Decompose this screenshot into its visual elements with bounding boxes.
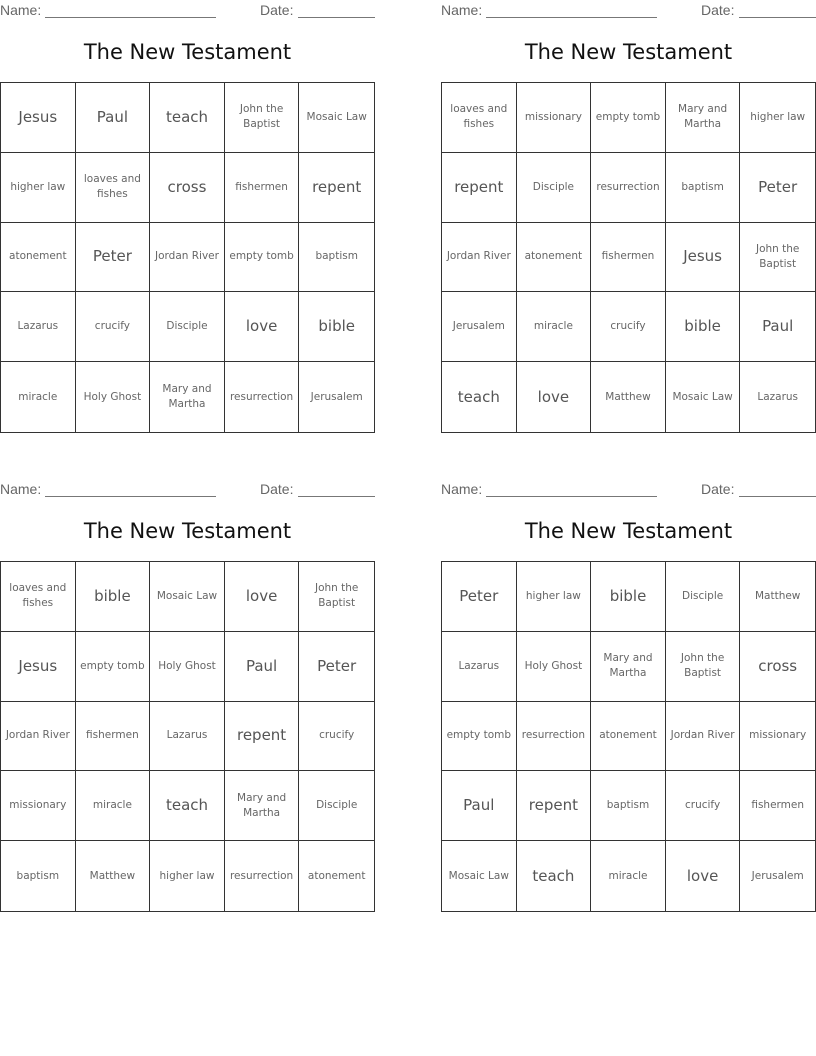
- bingo-cell: higher law: [740, 83, 815, 153]
- bingo-cell: Mary and Martha: [150, 362, 225, 432]
- bingo-cell: atonement: [307, 869, 366, 882]
- bingo-cell: miracle: [591, 841, 666, 911]
- bingo-cell: resurrection: [225, 841, 300, 911]
- bingo-cell: empty tomb: [76, 632, 151, 702]
- bingo-cell: teach: [150, 83, 225, 153]
- bingo-cell: Peter: [740, 153, 815, 223]
- bingo-cell: Jesus: [1, 632, 76, 702]
- bingo-cell: Mosaic Law: [299, 83, 374, 153]
- bingo-cell: resurrection: [517, 702, 592, 772]
- bingo-cell: Jerusalem: [751, 869, 804, 882]
- bingo-cell: Peter: [442, 562, 517, 632]
- bingo-cell: Disciple: [150, 292, 225, 362]
- bingo-cell: miracle: [517, 292, 592, 362]
- bingo-cell: crucify: [76, 292, 151, 362]
- bingo-cell: fishermen: [76, 702, 151, 772]
- bingo-cell: bible: [76, 562, 151, 632]
- bingo-cell: missionary: [517, 83, 592, 153]
- bingo-cell: Paul: [442, 771, 517, 841]
- bingo-cell: bible: [591, 562, 666, 632]
- bingo-cell: John the Baptist: [740, 223, 815, 293]
- bingo-cell: Paul: [76, 83, 151, 153]
- bingo-cell: crucify: [299, 702, 374, 772]
- bingo-cell: Mary and Martha: [591, 632, 666, 702]
- bingo-cell: love: [666, 841, 741, 911]
- bingo-cell: baptism: [1, 841, 76, 911]
- bingo-cell: Disciple: [517, 153, 592, 223]
- bingo-cell: cross: [150, 153, 225, 223]
- bingo-cell: higher law: [517, 562, 592, 632]
- bingo-cell: teach: [150, 771, 225, 841]
- card-title: The New Testament: [524, 40, 733, 64]
- bingo-cell: higher law: [150, 841, 225, 911]
- bingo-cell: missionary: [1, 771, 76, 841]
- bingo-grid: [0, 561, 375, 912]
- bingo-cell: teach: [442, 362, 517, 432]
- date-line: [298, 17, 375, 18]
- bingo-cell: Lazarus: [1, 292, 76, 362]
- bingo-cell: baptism: [299, 223, 374, 293]
- bingo-cell: resurrection: [591, 153, 666, 223]
- bingo-cell: John the Baptist: [225, 83, 300, 153]
- bingo-cell: cross: [740, 632, 815, 702]
- name-date-bar: [441, 2, 816, 18]
- name-line: [486, 17, 657, 18]
- date-label: Date:: [260, 481, 294, 497]
- bingo-cell: Jerusalem: [442, 292, 517, 362]
- bingo-cell: John the Baptist: [299, 562, 374, 632]
- bingo-cell: Jordan River: [442, 223, 517, 293]
- name-label: Name:: [441, 2, 483, 18]
- bingo-cell: missionary: [740, 702, 815, 772]
- name-label: Name:: [441, 481, 483, 497]
- name-date-bar: [0, 481, 375, 497]
- bingo-cell: Lazarus: [442, 632, 517, 702]
- bingo-cell: loaves and fishes: [76, 153, 151, 223]
- bingo-cell: repent: [517, 771, 592, 841]
- bingo-cell: fishermen: [591, 223, 666, 293]
- date-line: [739, 496, 816, 497]
- bingo-cell: higher law: [1, 153, 76, 223]
- bingo-cell: baptism: [666, 153, 741, 223]
- bingo-cell: empty tomb: [591, 83, 666, 153]
- bingo-cell: Matthew: [591, 362, 666, 432]
- bingo-cell: bible: [666, 292, 741, 362]
- bingo-cell: love: [517, 362, 592, 432]
- bingo-cell: Mosaic Law: [442, 841, 517, 911]
- bingo-cell: repent: [442, 153, 517, 223]
- bingo-cell: Matthew: [76, 841, 151, 911]
- date-label: Date:: [701, 2, 735, 18]
- date-line: [298, 496, 375, 497]
- bingo-cell: Mary and Martha: [666, 83, 741, 153]
- bingo-cell: Matthew: [740, 562, 815, 632]
- bingo-cell: Mosaic Law: [150, 562, 225, 632]
- bingo-cell: Peter: [299, 632, 374, 702]
- name-date-bar: [0, 2, 375, 18]
- bingo-grid: [0, 82, 375, 433]
- date-line: [739, 17, 816, 18]
- bingo-cell: Holy Ghost: [150, 632, 225, 702]
- bingo-cell: Peter: [76, 223, 151, 293]
- bingo-cell: fishermen: [225, 153, 300, 223]
- bingo-cell: love: [225, 292, 300, 362]
- bingo-grid: [441, 561, 816, 912]
- bingo-cell: crucify: [666, 771, 741, 841]
- bingo-cell: crucify: [591, 292, 666, 362]
- bingo-cell: bible: [299, 292, 374, 362]
- bingo-cell: miracle: [76, 771, 151, 841]
- bingo-cell: Mosaic Law: [666, 362, 741, 432]
- bingo-cell: love: [225, 562, 300, 632]
- card-title: The New Testament: [83, 519, 292, 543]
- bingo-cell: Disciple: [299, 771, 374, 841]
- bingo-cell: empty tomb: [225, 223, 300, 293]
- bingo-cell: John the Baptist: [666, 632, 741, 702]
- bingo-cell: Lazarus: [150, 702, 225, 772]
- bingo-cell: loaves and fishes: [1, 562, 76, 632]
- bingo-grid: [441, 82, 816, 433]
- bingo-cell: Jordan River: [150, 223, 225, 293]
- bingo-cell: Lazarus: [757, 390, 799, 403]
- card-title: The New Testament: [524, 519, 733, 543]
- bingo-cell: Jordan River: [1, 702, 76, 772]
- bingo-cell: repent: [299, 153, 374, 223]
- bingo-cell: Holy Ghost: [76, 362, 151, 432]
- name-label: Name:: [0, 2, 42, 18]
- card-title: The New Testament: [83, 40, 292, 64]
- bingo-cell: repent: [225, 702, 300, 772]
- bingo-cell: baptism: [591, 771, 666, 841]
- name-label: Name:: [0, 481, 42, 497]
- bingo-cell: Jerusalem: [310, 390, 363, 403]
- name-line: [486, 496, 657, 497]
- bingo-cell: miracle: [1, 362, 76, 432]
- bingo-cell: Jesus: [1, 83, 76, 153]
- name-line: [45, 496, 216, 497]
- date-label: Date:: [701, 481, 735, 497]
- date-label: Date:: [260, 2, 294, 18]
- bingo-cell: Jordan River: [666, 702, 741, 772]
- bingo-cell: Disciple: [666, 562, 741, 632]
- bingo-cell: fishermen: [740, 771, 815, 841]
- bingo-cell: loaves and fishes: [442, 83, 517, 153]
- bingo-cell: empty tomb: [442, 702, 517, 772]
- bingo-cell: atonement: [1, 223, 76, 293]
- bingo-cell: Mary and Martha: [225, 771, 300, 841]
- name-line: [45, 17, 216, 18]
- bingo-cell: Paul: [225, 632, 300, 702]
- bingo-cell: resurrection: [225, 362, 300, 432]
- bingo-cell: Paul: [740, 292, 815, 362]
- bingo-cell: atonement: [591, 702, 666, 772]
- bingo-cell: Holy Ghost: [517, 632, 592, 702]
- bingo-cell: atonement: [517, 223, 592, 293]
- name-date-bar: [441, 481, 816, 497]
- bingo-cell: teach: [517, 841, 592, 911]
- bingo-cell: Jesus: [666, 223, 741, 293]
